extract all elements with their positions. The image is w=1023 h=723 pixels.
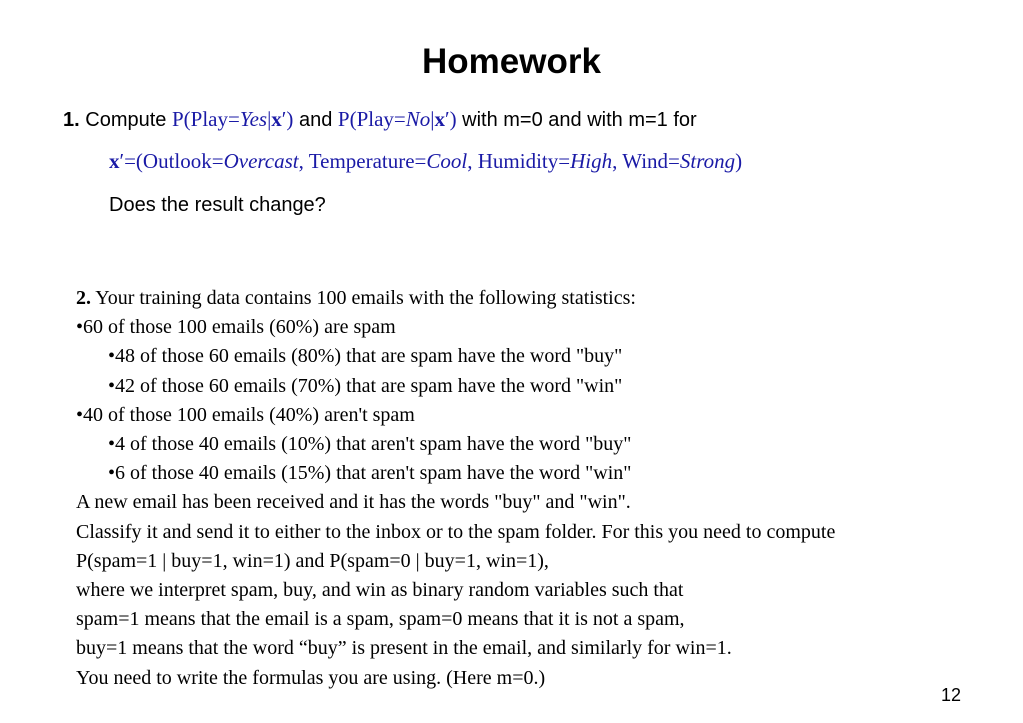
q2-line: You need to write the formulas you are using. (Here m=0.) [76,666,546,689]
compute-word: Compute [85,109,167,131]
question-2-intro [76,284,1016,313]
x-definition-suffix: ) [735,149,743,173]
q2-line: •4 of those 40 emails (10%) that aren't spam have the word "buy" [108,433,632,456]
q2-line: where we interpret spam, buy, and win as binary random variables such that [76,579,684,602]
prob-yes-x: x [271,107,282,131]
prob-no-prime: ′ [444,107,450,131]
temperature-value: Cool [426,149,468,173]
slide-title: Homework [422,42,601,81]
prob-yes-value: Yes [239,107,268,131]
q2-line: spam=1 means that the email is a spam, spam=0 means that it is not a spam, [76,608,685,631]
x-definition [109,146,742,176]
prob-no-value: No [405,107,431,131]
temperature-label: , Temperature= [298,149,427,173]
prob-play-yes-formula [172,107,293,131]
q2-line: •42 of those 60 emails (70%) that are spam have the word "win" [108,374,623,397]
q2-line: •6 of those 40 emails (15%) that aren't spam have the word "win" [108,462,632,485]
question-1-number: 1. [63,109,80,131]
q2-line: A new email has been received and it has the words "buy" and "win". [76,491,631,514]
q2-line: Classify it and send it to either to the inbox or to the spam folder. For this you need to compute [76,520,836,543]
wind-value: Strong [679,149,736,173]
x-definition-x: x [109,149,120,173]
page-number: 12 [940,685,961,705]
question-2-intro-text: Your training data contains 100 emails with the following statistics: [91,287,636,309]
prob-yes-prime: ′ [281,107,287,131]
question-1-line-1 [63,104,697,135]
q2-line: •40 of those 100 emails (40%) aren't spam [76,403,415,426]
q2-line: buy=1 means that the word “buy” is present in the email, and similarly for win=1. [76,637,732,660]
and-word: and [298,109,333,131]
question-2 [76,284,1016,693]
prob-yes-prefix: P(Play= [171,107,240,131]
x-definition-prefix: ′=(Outlook= [119,149,224,173]
wind-label: , Wind= [612,149,680,173]
question-1-rest: with m=0 and with m=1 for [462,109,697,131]
q2-line: •60 of those 100 emails (60%) are spam [76,316,396,339]
humidity-value: High [570,149,613,173]
prob-yes-bar: | [267,107,272,131]
prob-no-prefix: P(Play= [337,107,406,131]
q2-line: •48 of those 60 emails (80%) that are spam have the word "buy" [108,345,623,368]
q2-line: P(spam=1 | buy=1, win=1) and P(spam=0 | buy=1, win=1), [76,549,549,572]
prob-no-close: ) [449,107,457,131]
question-1-followup: Does the result change? [109,194,326,216]
outlook-value: Overcast [223,149,299,173]
prob-no-x: x [434,107,445,131]
humidity-label: , Humidity= [467,149,571,173]
prob-yes-close: ) [286,107,294,131]
prob-play-no-formula [338,107,457,131]
question-2-number: 2. [76,287,91,309]
prob-no-bar: | [430,107,435,131]
